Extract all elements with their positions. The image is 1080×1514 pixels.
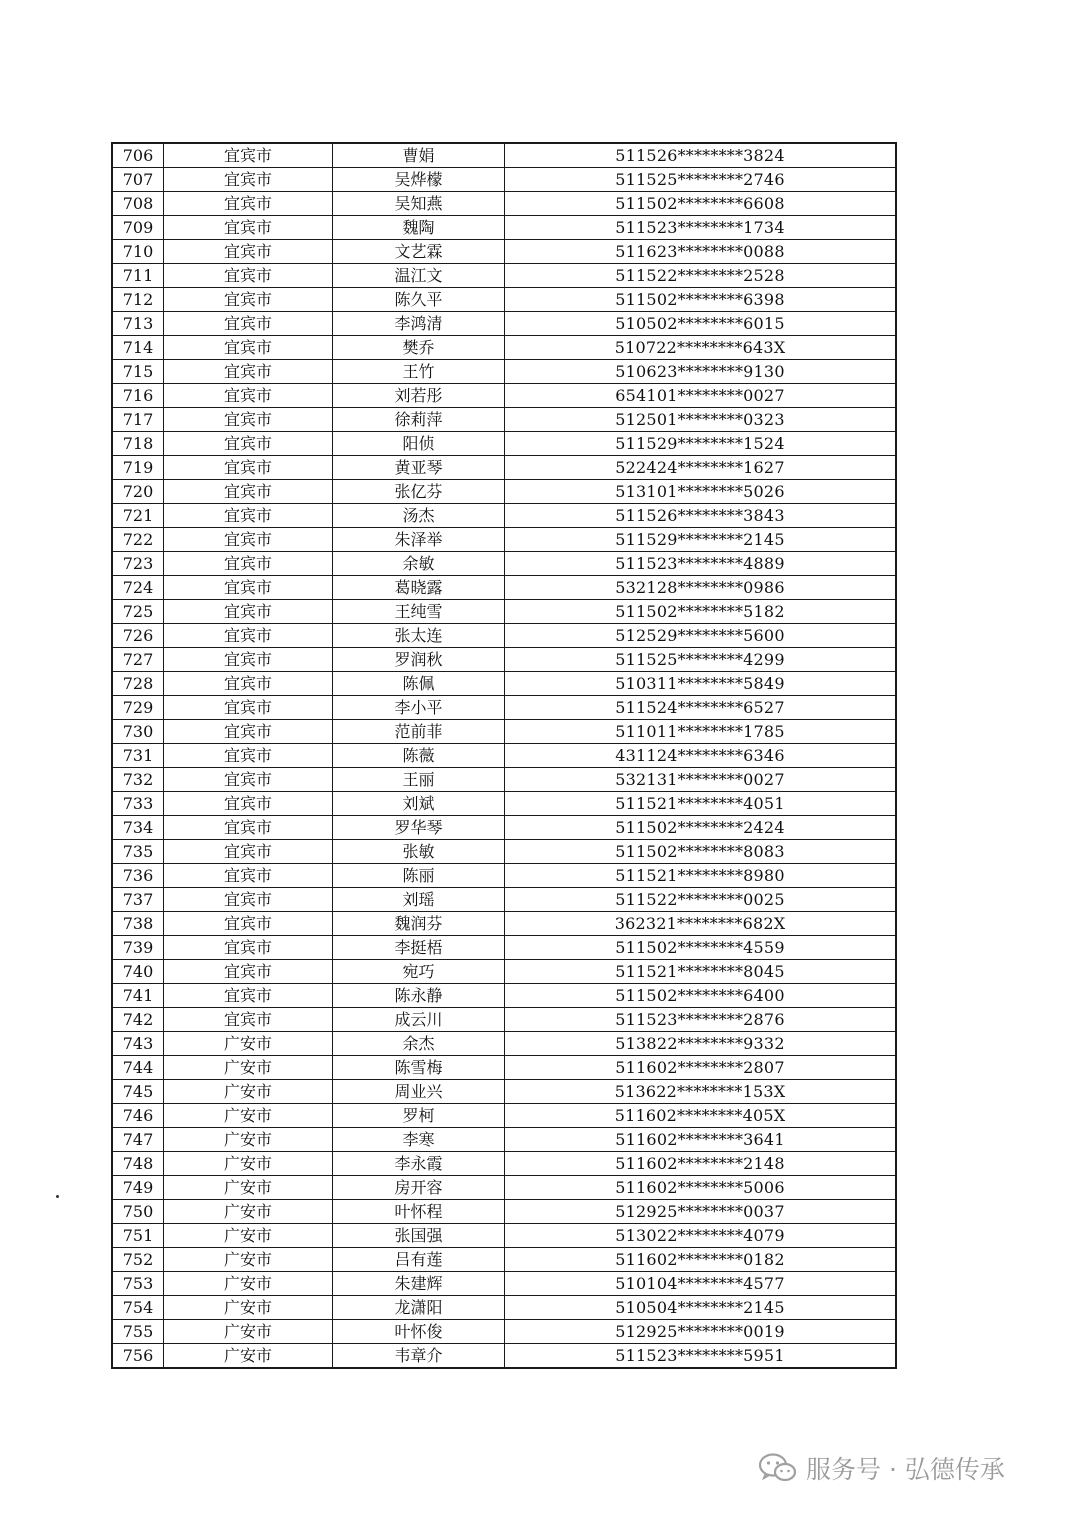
roster-table-body bbox=[112, 143, 896, 1368]
row-number: 716 bbox=[112, 384, 164, 408]
city-cell: 宜宾市 bbox=[164, 552, 333, 576]
id-number-cell: 511502********5182 bbox=[505, 600, 897, 624]
name-cell: 阳侦 bbox=[333, 432, 505, 456]
city-cell: 广安市 bbox=[164, 1032, 333, 1056]
name-cell: 温江文 bbox=[333, 264, 505, 288]
city-cell: 宜宾市 bbox=[164, 432, 333, 456]
city-cell: 宜宾市 bbox=[164, 912, 333, 936]
scan-speck bbox=[56, 1195, 59, 1198]
table-row bbox=[112, 528, 896, 552]
id-number-cell: 511602********2807 bbox=[505, 1056, 897, 1080]
row-number: 715 bbox=[112, 360, 164, 384]
city-cell: 广安市 bbox=[164, 1320, 333, 1344]
row-number: 737 bbox=[112, 888, 164, 912]
id-number-cell: 511502********6608 bbox=[505, 192, 897, 216]
row-number: 736 bbox=[112, 864, 164, 888]
city-cell: 宜宾市 bbox=[164, 984, 333, 1008]
id-number-cell: 510623********9130 bbox=[505, 360, 897, 384]
id-number-cell: 511523********2876 bbox=[505, 1008, 897, 1032]
name-cell: 黄亚琴 bbox=[333, 456, 505, 480]
table-row bbox=[112, 1008, 896, 1032]
id-number-cell: 511525********4299 bbox=[505, 648, 897, 672]
table-row bbox=[112, 480, 896, 504]
name-cell: 朱建辉 bbox=[333, 1272, 505, 1296]
name-cell: 张太连 bbox=[333, 624, 505, 648]
table-row bbox=[112, 1128, 896, 1152]
row-number: 732 bbox=[112, 768, 164, 792]
wechat-icon bbox=[758, 1452, 798, 1484]
name-cell: 曹娟 bbox=[333, 143, 505, 168]
table-row bbox=[112, 672, 896, 696]
id-number-cell: 510504********2145 bbox=[505, 1296, 897, 1320]
city-cell: 宜宾市 bbox=[164, 480, 333, 504]
row-number: 720 bbox=[112, 480, 164, 504]
row-number: 751 bbox=[112, 1224, 164, 1248]
id-number-cell: 362321********682X bbox=[505, 912, 897, 936]
table-row bbox=[112, 1032, 896, 1056]
city-cell: 宜宾市 bbox=[164, 216, 333, 240]
name-cell: 张亿芬 bbox=[333, 480, 505, 504]
name-cell: 余杰 bbox=[333, 1032, 505, 1056]
city-cell: 宜宾市 bbox=[164, 624, 333, 648]
id-number-cell: 532128********0986 bbox=[505, 576, 897, 600]
id-number-cell: 511502********4559 bbox=[505, 936, 897, 960]
name-cell: 范前菲 bbox=[333, 720, 505, 744]
row-number: 750 bbox=[112, 1200, 164, 1224]
table-row bbox=[112, 1080, 896, 1104]
table-row bbox=[112, 792, 896, 816]
name-cell: 余敏 bbox=[333, 552, 505, 576]
row-number: 740 bbox=[112, 960, 164, 984]
name-cell: 宛巧 bbox=[333, 960, 505, 984]
city-cell: 宜宾市 bbox=[164, 888, 333, 912]
row-number: 718 bbox=[112, 432, 164, 456]
table-row bbox=[112, 384, 896, 408]
city-cell: 宜宾市 bbox=[164, 600, 333, 624]
name-cell: 吕有莲 bbox=[333, 1248, 505, 1272]
city-cell: 宜宾市 bbox=[164, 936, 333, 960]
table-row bbox=[112, 744, 896, 768]
city-cell: 宜宾市 bbox=[164, 408, 333, 432]
table-row bbox=[112, 816, 896, 840]
table-row bbox=[112, 1224, 896, 1248]
name-cell: 吴知燕 bbox=[333, 192, 505, 216]
city-cell: 广安市 bbox=[164, 1296, 333, 1320]
id-number-cell: 511525********2746 bbox=[505, 168, 897, 192]
table-row bbox=[112, 624, 896, 648]
row-number: 725 bbox=[112, 600, 164, 624]
table-row bbox=[112, 168, 896, 192]
city-cell: 广安市 bbox=[164, 1056, 333, 1080]
row-number: 706 bbox=[112, 143, 164, 168]
id-number-cell: 510722********643X bbox=[505, 336, 897, 360]
table-row bbox=[112, 1248, 896, 1272]
name-cell: 罗柯 bbox=[333, 1104, 505, 1128]
name-cell: 陈薇 bbox=[333, 744, 505, 768]
table-row bbox=[112, 960, 896, 984]
name-cell: 叶怀俊 bbox=[333, 1320, 505, 1344]
name-cell: 李挺梧 bbox=[333, 936, 505, 960]
name-cell: 王纯雪 bbox=[333, 600, 505, 624]
city-cell: 宜宾市 bbox=[164, 816, 333, 840]
table-row bbox=[112, 552, 896, 576]
roster-table bbox=[111, 142, 897, 1369]
id-number-cell: 513101********5026 bbox=[505, 480, 897, 504]
id-number-cell: 511502********8083 bbox=[505, 840, 897, 864]
city-cell: 宜宾市 bbox=[164, 960, 333, 984]
row-number: 753 bbox=[112, 1272, 164, 1296]
watermark-text: 服务号 · 弘德传承 bbox=[806, 1455, 1005, 1484]
id-number-cell: 511623********0088 bbox=[505, 240, 897, 264]
row-number: 743 bbox=[112, 1032, 164, 1056]
city-cell: 广安市 bbox=[164, 1224, 333, 1248]
name-cell: 李小平 bbox=[333, 696, 505, 720]
table-row bbox=[112, 336, 896, 360]
name-cell: 成云川 bbox=[333, 1008, 505, 1032]
name-cell: 王丽 bbox=[333, 768, 505, 792]
id-number-cell: 511523********5951 bbox=[505, 1344, 897, 1369]
city-cell: 宜宾市 bbox=[164, 456, 333, 480]
name-cell: 王竹 bbox=[333, 360, 505, 384]
name-cell: 龙潇阳 bbox=[333, 1296, 505, 1320]
name-cell: 吴烨檬 bbox=[333, 168, 505, 192]
table-row bbox=[112, 768, 896, 792]
id-number-cell: 511521********8980 bbox=[505, 864, 897, 888]
table-row bbox=[112, 408, 896, 432]
city-cell: 广安市 bbox=[164, 1248, 333, 1272]
id-number-cell: 511529********2145 bbox=[505, 528, 897, 552]
id-number-cell: 511502********2424 bbox=[505, 816, 897, 840]
row-number: 748 bbox=[112, 1152, 164, 1176]
row-number: 709 bbox=[112, 216, 164, 240]
city-cell: 广安市 bbox=[164, 1272, 333, 1296]
city-cell: 宜宾市 bbox=[164, 240, 333, 264]
name-cell: 陈佩 bbox=[333, 672, 505, 696]
city-cell: 广安市 bbox=[164, 1344, 333, 1369]
id-number-cell: 511523********4889 bbox=[505, 552, 897, 576]
row-number: 735 bbox=[112, 840, 164, 864]
id-number-cell: 512925********0037 bbox=[505, 1200, 897, 1224]
table-row bbox=[112, 1056, 896, 1080]
table-row bbox=[112, 456, 896, 480]
row-number: 727 bbox=[112, 648, 164, 672]
city-cell: 广安市 bbox=[164, 1200, 333, 1224]
city-cell: 宜宾市 bbox=[164, 143, 333, 168]
table-row bbox=[112, 360, 896, 384]
row-number: 731 bbox=[112, 744, 164, 768]
city-cell: 宜宾市 bbox=[164, 336, 333, 360]
table-row bbox=[112, 1296, 896, 1320]
city-cell: 宜宾市 bbox=[164, 312, 333, 336]
city-cell: 宜宾市 bbox=[164, 672, 333, 696]
name-cell: 罗华琴 bbox=[333, 816, 505, 840]
id-number-cell: 511602********405X bbox=[505, 1104, 897, 1128]
row-number: 711 bbox=[112, 264, 164, 288]
name-cell: 徐莉萍 bbox=[333, 408, 505, 432]
table-row bbox=[112, 1200, 896, 1224]
table-row bbox=[112, 696, 896, 720]
row-number: 756 bbox=[112, 1344, 164, 1369]
table-row bbox=[112, 888, 896, 912]
table-row bbox=[112, 288, 896, 312]
row-number: 752 bbox=[112, 1248, 164, 1272]
name-cell: 张国强 bbox=[333, 1224, 505, 1248]
name-cell: 李寒 bbox=[333, 1128, 505, 1152]
name-cell: 刘瑶 bbox=[333, 888, 505, 912]
row-number: 738 bbox=[112, 912, 164, 936]
table-row bbox=[112, 1272, 896, 1296]
name-cell: 李永霞 bbox=[333, 1152, 505, 1176]
row-number: 741 bbox=[112, 984, 164, 1008]
city-cell: 广安市 bbox=[164, 1080, 333, 1104]
row-number: 710 bbox=[112, 240, 164, 264]
city-cell: 宜宾市 bbox=[164, 744, 333, 768]
name-cell: 韦章介 bbox=[333, 1344, 505, 1369]
id-number-cell: 511529********1524 bbox=[505, 432, 897, 456]
name-cell: 陈久平 bbox=[333, 288, 505, 312]
id-number-cell: 511602********5006 bbox=[505, 1176, 897, 1200]
name-cell: 张敏 bbox=[333, 840, 505, 864]
name-cell: 樊乔 bbox=[333, 336, 505, 360]
table-row bbox=[112, 143, 896, 168]
city-cell: 广安市 bbox=[164, 1152, 333, 1176]
row-number: 717 bbox=[112, 408, 164, 432]
id-number-cell: 511521********4051 bbox=[505, 792, 897, 816]
id-number-cell: 513022********4079 bbox=[505, 1224, 897, 1248]
city-cell: 宜宾市 bbox=[164, 192, 333, 216]
city-cell: 宜宾市 bbox=[164, 720, 333, 744]
city-cell: 宜宾市 bbox=[164, 840, 333, 864]
city-cell: 宜宾市 bbox=[164, 288, 333, 312]
id-number-cell: 511011********1785 bbox=[505, 720, 897, 744]
name-cell: 李鸿清 bbox=[333, 312, 505, 336]
row-number: 744 bbox=[112, 1056, 164, 1080]
id-number-cell: 431124********6346 bbox=[505, 744, 897, 768]
table-row bbox=[112, 1344, 896, 1369]
name-cell: 陈丽 bbox=[333, 864, 505, 888]
row-number: 730 bbox=[112, 720, 164, 744]
city-cell: 宜宾市 bbox=[164, 576, 333, 600]
city-cell: 广安市 bbox=[164, 1128, 333, 1152]
city-cell: 广安市 bbox=[164, 1176, 333, 1200]
row-number: 749 bbox=[112, 1176, 164, 1200]
id-number-cell: 511522********2528 bbox=[505, 264, 897, 288]
row-number: 746 bbox=[112, 1104, 164, 1128]
row-number: 729 bbox=[112, 696, 164, 720]
name-cell: 魏陶 bbox=[333, 216, 505, 240]
id-number-cell: 511526********3824 bbox=[505, 143, 897, 168]
table-row bbox=[112, 312, 896, 336]
table-row bbox=[112, 648, 896, 672]
id-number-cell: 511602********2148 bbox=[505, 1152, 897, 1176]
table-row bbox=[112, 936, 896, 960]
id-number-cell: 511502********6400 bbox=[505, 984, 897, 1008]
name-cell: 汤杰 bbox=[333, 504, 505, 528]
city-cell: 宜宾市 bbox=[164, 648, 333, 672]
table-row bbox=[112, 576, 896, 600]
table-row bbox=[112, 1152, 896, 1176]
table-row bbox=[112, 1104, 896, 1128]
row-number: 747 bbox=[112, 1128, 164, 1152]
city-cell: 宜宾市 bbox=[164, 792, 333, 816]
row-number: 719 bbox=[112, 456, 164, 480]
watermark bbox=[758, 1448, 1005, 1488]
id-number-cell: 511521********8045 bbox=[505, 960, 897, 984]
table-row bbox=[112, 192, 896, 216]
city-cell: 宜宾市 bbox=[164, 384, 333, 408]
row-number: 708 bbox=[112, 192, 164, 216]
row-number: 728 bbox=[112, 672, 164, 696]
id-number-cell: 510502********6015 bbox=[505, 312, 897, 336]
row-number: 734 bbox=[112, 816, 164, 840]
name-cell: 文艺霖 bbox=[333, 240, 505, 264]
row-number: 742 bbox=[112, 1008, 164, 1032]
id-number-cell: 511602********3641 bbox=[505, 1128, 897, 1152]
city-cell: 广安市 bbox=[164, 1104, 333, 1128]
name-cell: 朱泽举 bbox=[333, 528, 505, 552]
id-number-cell: 654101********0027 bbox=[505, 384, 897, 408]
id-number-cell: 512529********5600 bbox=[505, 624, 897, 648]
city-cell: 宜宾市 bbox=[164, 528, 333, 552]
id-number-cell: 532131********0027 bbox=[505, 768, 897, 792]
id-number-cell: 510311********5849 bbox=[505, 672, 897, 696]
city-cell: 宜宾市 bbox=[164, 360, 333, 384]
id-number-cell: 512925********0019 bbox=[505, 1320, 897, 1344]
city-cell: 宜宾市 bbox=[164, 1008, 333, 1032]
city-cell: 宜宾市 bbox=[164, 504, 333, 528]
id-number-cell: 513822********9332 bbox=[505, 1032, 897, 1056]
table-row bbox=[112, 1176, 896, 1200]
row-number: 723 bbox=[112, 552, 164, 576]
row-number: 714 bbox=[112, 336, 164, 360]
id-number-cell: 511502********6398 bbox=[505, 288, 897, 312]
row-number: 712 bbox=[112, 288, 164, 312]
row-number: 722 bbox=[112, 528, 164, 552]
city-cell: 宜宾市 bbox=[164, 168, 333, 192]
table-row bbox=[112, 864, 896, 888]
id-number-cell: 511602********0182 bbox=[505, 1248, 897, 1272]
id-number-cell: 511523********1734 bbox=[505, 216, 897, 240]
table-row bbox=[112, 600, 896, 624]
row-number: 724 bbox=[112, 576, 164, 600]
row-number: 755 bbox=[112, 1320, 164, 1344]
name-cell: 陈雪梅 bbox=[333, 1056, 505, 1080]
table-row bbox=[112, 240, 896, 264]
table-row bbox=[112, 720, 896, 744]
city-cell: 宜宾市 bbox=[164, 768, 333, 792]
table-row bbox=[112, 840, 896, 864]
row-number: 726 bbox=[112, 624, 164, 648]
table-row bbox=[112, 912, 896, 936]
id-number-cell: 512501********0323 bbox=[505, 408, 897, 432]
table-row bbox=[112, 984, 896, 1008]
table-row bbox=[112, 264, 896, 288]
name-cell: 罗润秋 bbox=[333, 648, 505, 672]
row-number: 733 bbox=[112, 792, 164, 816]
row-number: 745 bbox=[112, 1080, 164, 1104]
table-row bbox=[112, 216, 896, 240]
name-cell: 陈永静 bbox=[333, 984, 505, 1008]
table-row bbox=[112, 432, 896, 456]
id-number-cell: 510104********4577 bbox=[505, 1272, 897, 1296]
name-cell: 房开容 bbox=[333, 1176, 505, 1200]
table-row bbox=[112, 504, 896, 528]
name-cell: 魏润芬 bbox=[333, 912, 505, 936]
name-cell: 周业兴 bbox=[333, 1080, 505, 1104]
id-number-cell: 511524********6527 bbox=[505, 696, 897, 720]
name-cell: 葛晓露 bbox=[333, 576, 505, 600]
row-number: 739 bbox=[112, 936, 164, 960]
row-number: 721 bbox=[112, 504, 164, 528]
id-number-cell: 513622********153X bbox=[505, 1080, 897, 1104]
id-number-cell: 511522********0025 bbox=[505, 888, 897, 912]
city-cell: 宜宾市 bbox=[164, 264, 333, 288]
row-number: 707 bbox=[112, 168, 164, 192]
city-cell: 宜宾市 bbox=[164, 864, 333, 888]
name-cell: 刘斌 bbox=[333, 792, 505, 816]
table-row bbox=[112, 1320, 896, 1344]
id-number-cell: 522424********1627 bbox=[505, 456, 897, 480]
row-number: 754 bbox=[112, 1296, 164, 1320]
id-number-cell: 511526********3843 bbox=[505, 504, 897, 528]
city-cell: 宜宾市 bbox=[164, 696, 333, 720]
row-number: 713 bbox=[112, 312, 164, 336]
name-cell: 叶怀程 bbox=[333, 1200, 505, 1224]
name-cell: 刘若彤 bbox=[333, 384, 505, 408]
